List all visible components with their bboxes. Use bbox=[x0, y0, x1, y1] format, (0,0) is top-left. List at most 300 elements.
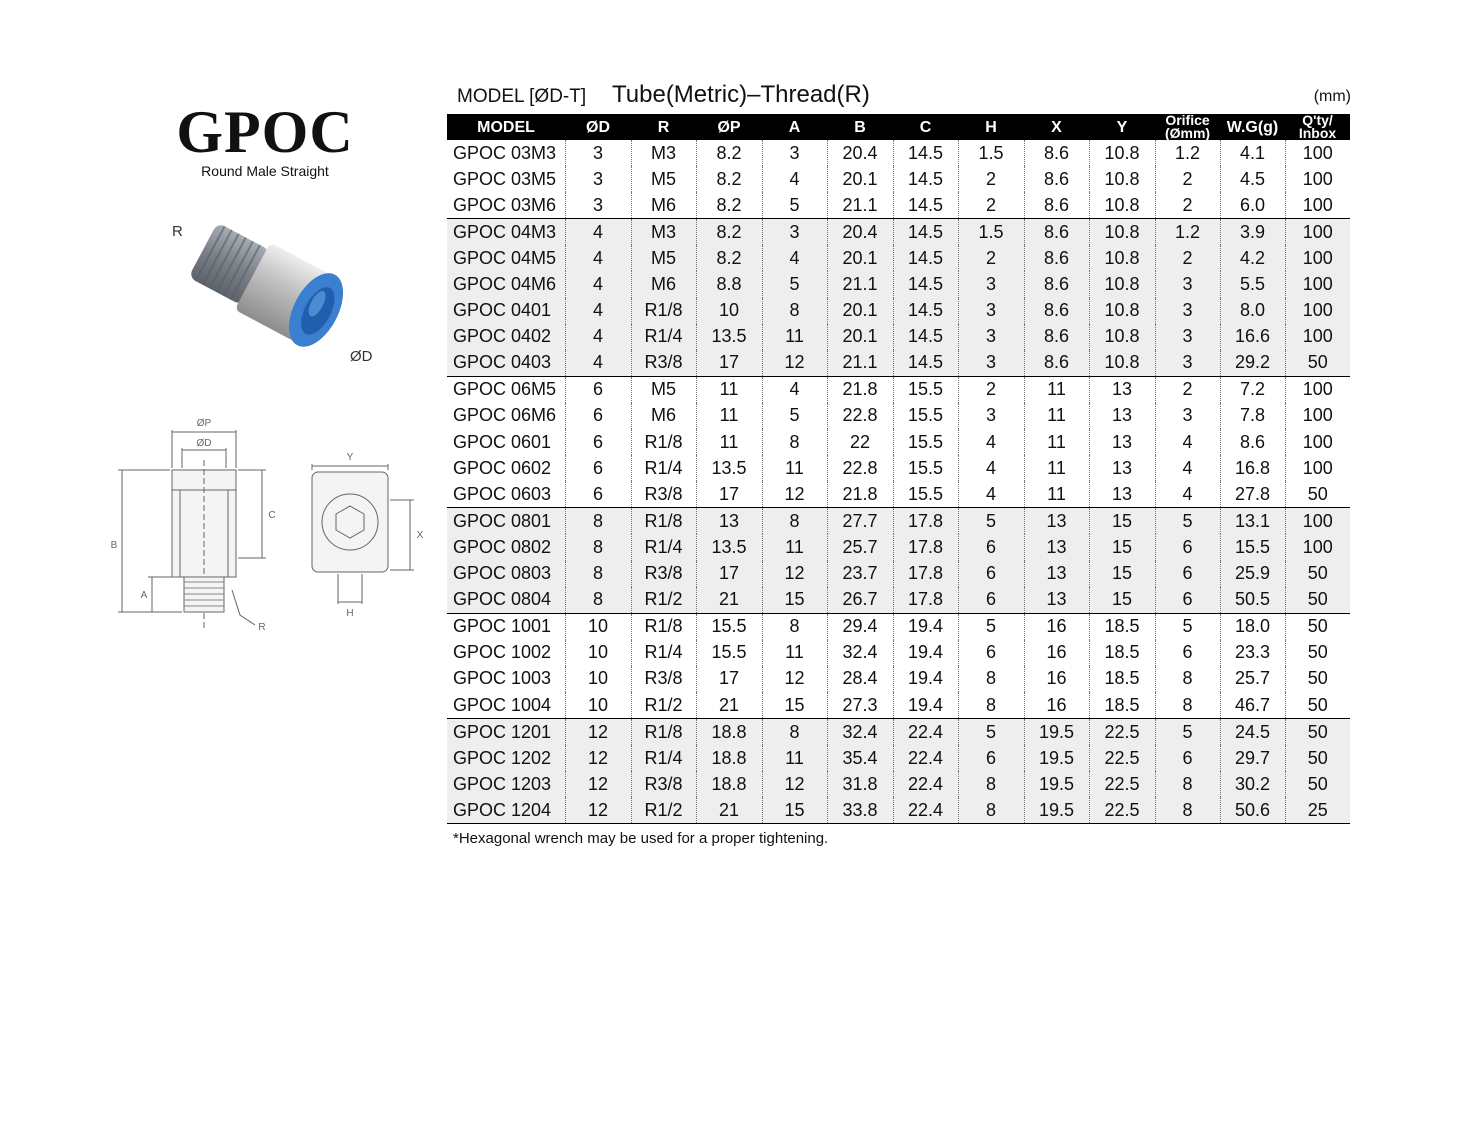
cell-r: M6 bbox=[631, 271, 696, 297]
cell-od: 8 bbox=[565, 534, 631, 560]
col-header-x: X bbox=[1024, 114, 1089, 140]
table-row bbox=[447, 455, 1350, 481]
cell-op: 18.8 bbox=[696, 719, 762, 746]
cell-model: GPOC 03M6 bbox=[453, 194, 557, 215]
col-header-y: Y bbox=[1089, 114, 1155, 140]
cell-op: 15.5 bbox=[696, 613, 762, 640]
cell-orifice: 1.2 bbox=[1155, 140, 1220, 166]
cell-orifice: 6 bbox=[1155, 640, 1220, 666]
cell-model: GPOC 1001 bbox=[447, 613, 565, 640]
cell-qty: 100 bbox=[1285, 192, 1350, 219]
cell-od: 12 bbox=[565, 719, 631, 746]
cell-y: 10.8 bbox=[1089, 324, 1155, 350]
cell-x: 8.6 bbox=[1024, 166, 1089, 192]
cell-r: R1/2 bbox=[631, 692, 696, 719]
spec-table bbox=[447, 114, 1350, 824]
product-brand: GPOC bbox=[176, 99, 354, 165]
cell-orifice: 5 bbox=[1155, 719, 1220, 746]
cell-c: 17.8 bbox=[893, 508, 958, 535]
cell-model: GPOC 0603 bbox=[453, 483, 552, 504]
cell-h: 3 bbox=[958, 271, 1024, 297]
table-row bbox=[447, 587, 1350, 614]
cell-qty: 100 bbox=[1285, 219, 1350, 246]
cell-weight: 18.0 bbox=[1220, 613, 1285, 640]
cell-h: 3 bbox=[958, 350, 1024, 377]
cell-h: 3 bbox=[958, 324, 1024, 350]
cell-b: 22.8 bbox=[827, 455, 893, 481]
cell-x: 13 bbox=[1024, 561, 1089, 587]
cell-c: 14.5 bbox=[893, 192, 958, 219]
table-row bbox=[447, 534, 1350, 560]
col-header-b: B bbox=[827, 114, 893, 140]
cell-y: 10.8 bbox=[1089, 140, 1155, 166]
cell-x: 8.6 bbox=[1024, 350, 1089, 377]
cell-op: 8.2 bbox=[696, 192, 762, 219]
model-label: MODEL [ØD-T] bbox=[457, 86, 587, 107]
cell-h: 8 bbox=[958, 692, 1024, 719]
cell-y: 10.8 bbox=[1089, 192, 1155, 219]
cell-r: M5 bbox=[631, 245, 696, 271]
cell-y: 13 bbox=[1089, 481, 1155, 508]
cell-b: 20.1 bbox=[827, 166, 893, 192]
cell-op: 8.2 bbox=[696, 166, 762, 192]
cell-y: 18.5 bbox=[1089, 692, 1155, 719]
cell-od: 8 bbox=[565, 508, 631, 535]
cell-op: 8.2 bbox=[696, 219, 762, 246]
cell-od: 10 bbox=[565, 613, 631, 640]
table-row bbox=[447, 166, 1350, 192]
cell-h: 6 bbox=[958, 587, 1024, 614]
cell-weight: 50.5 bbox=[1220, 587, 1285, 614]
dim-label-b: B bbox=[110, 540, 118, 551]
cell-c: 15.5 bbox=[893, 403, 958, 429]
cell-weight: 4.1 bbox=[1220, 140, 1285, 166]
cell-model: GPOC 1204 bbox=[447, 797, 565, 824]
cell-b: 20.4 bbox=[827, 140, 893, 166]
cell-a: 4 bbox=[762, 245, 827, 271]
col-header-r: R bbox=[631, 114, 696, 140]
cell-orifice: 3 bbox=[1155, 298, 1220, 324]
cell-qty: 100 bbox=[1285, 140, 1350, 166]
cell-y: 13 bbox=[1089, 403, 1155, 429]
dim-label-c: C bbox=[268, 510, 276, 521]
cell-weight: 5.5 bbox=[1220, 271, 1285, 297]
table-row bbox=[447, 271, 1350, 297]
cell-h: 2 bbox=[958, 376, 1024, 403]
cell-b: 23.7 bbox=[827, 561, 893, 587]
cell-model: GPOC 04M3 bbox=[447, 219, 565, 246]
cell-weight: 16.6 bbox=[1220, 324, 1285, 350]
cell-b: 29.4 bbox=[827, 613, 893, 640]
cell-x: 19.5 bbox=[1024, 797, 1089, 824]
cell-od: 6 bbox=[565, 455, 631, 481]
cell-orifice: 6 bbox=[1155, 561, 1220, 587]
cell-model: GPOC 0602 bbox=[453, 457, 552, 478]
cell-c: 14.5 bbox=[893, 166, 958, 192]
cell-op: 11 bbox=[696, 376, 762, 403]
table-row bbox=[447, 561, 1350, 587]
product-subtitle: Round Male Straight bbox=[201, 163, 329, 179]
dim-label-h: H bbox=[346, 608, 354, 619]
cell-x: 19.5 bbox=[1024, 745, 1089, 771]
table-row bbox=[447, 140, 1350, 166]
table-row bbox=[447, 298, 1350, 324]
cell-x: 8.6 bbox=[1024, 219, 1089, 246]
cell-x: 16 bbox=[1024, 640, 1089, 666]
cell-qty: 100 bbox=[1285, 429, 1350, 455]
dim-label-op: ØP bbox=[196, 418, 212, 429]
cell-od: 10 bbox=[565, 666, 631, 692]
col-header-od: ØD bbox=[565, 114, 631, 140]
cell-op: 8.8 bbox=[696, 271, 762, 297]
cell-a: 8 bbox=[762, 613, 827, 640]
cell-y: 10.8 bbox=[1089, 271, 1155, 297]
cell-weight: 29.7 bbox=[1220, 745, 1285, 771]
cell-a: 12 bbox=[762, 481, 827, 508]
cell-h: 6 bbox=[958, 745, 1024, 771]
cell-c: 14.5 bbox=[893, 219, 958, 246]
fitting-photo-illustration bbox=[170, 210, 370, 380]
cell-h: 2 bbox=[958, 245, 1024, 271]
cell-a: 8 bbox=[762, 298, 827, 324]
cell-c: 15.5 bbox=[893, 455, 958, 481]
cell-r: R1/4 bbox=[631, 324, 696, 350]
cell-weight: 30.2 bbox=[1220, 771, 1285, 797]
cell-c: 14.5 bbox=[893, 298, 958, 324]
cell-y: 18.5 bbox=[1089, 666, 1155, 692]
cell-od: 4 bbox=[565, 245, 631, 271]
cell-y: 22.5 bbox=[1089, 797, 1155, 824]
cell-qty: 50 bbox=[1285, 692, 1350, 719]
cell-y: 22.5 bbox=[1089, 745, 1155, 771]
cell-op: 10 bbox=[696, 298, 762, 324]
table-row bbox=[447, 219, 1350, 246]
cell-weight: 25.9 bbox=[1220, 561, 1285, 587]
cell-op: 17 bbox=[696, 350, 762, 377]
cell-c: 15.5 bbox=[893, 429, 958, 455]
cell-a: 15 bbox=[762, 797, 827, 824]
cell-weight: 29.2 bbox=[1220, 350, 1285, 377]
cell-h: 2 bbox=[958, 192, 1024, 219]
cell-orifice: 5 bbox=[1155, 508, 1220, 535]
cell-c: 17.8 bbox=[893, 534, 958, 560]
cell-orifice: 2 bbox=[1155, 192, 1220, 219]
cell-weight: 8.0 bbox=[1220, 298, 1285, 324]
cell-a: 12 bbox=[762, 666, 827, 692]
table-row bbox=[447, 376, 1350, 403]
cell-c: 22.4 bbox=[893, 719, 958, 746]
cell-x: 16 bbox=[1024, 666, 1089, 692]
cell-r: R3/8 bbox=[631, 561, 696, 587]
cell-qty: 50 bbox=[1285, 640, 1350, 666]
cell-b: 32.4 bbox=[827, 640, 893, 666]
cell-weight: 6.0 bbox=[1220, 192, 1285, 219]
product-panel bbox=[100, 100, 430, 640]
cell-a: 11 bbox=[762, 324, 827, 350]
cell-orifice: 2 bbox=[1155, 376, 1220, 403]
cell-b: 21.8 bbox=[827, 481, 893, 508]
cell-h: 1.5 bbox=[958, 219, 1024, 246]
table-row bbox=[447, 640, 1350, 666]
cell-model: GPOC 03M3 bbox=[453, 142, 557, 163]
table-row bbox=[447, 403, 1350, 429]
cell-y: 13 bbox=[1089, 455, 1155, 481]
cell-h: 3 bbox=[958, 403, 1024, 429]
cell-a: 4 bbox=[762, 166, 827, 192]
cell-a: 5 bbox=[762, 192, 827, 219]
cell-r: R1/8 bbox=[631, 429, 696, 455]
cell-op: 17 bbox=[696, 481, 762, 508]
cell-r: R1/8 bbox=[631, 298, 696, 324]
cell-orifice: 6 bbox=[1155, 587, 1220, 614]
cell-orifice: 4 bbox=[1155, 481, 1220, 508]
technical-drawings bbox=[100, 400, 430, 640]
cell-op: 11 bbox=[696, 429, 762, 455]
dimension-drawing bbox=[100, 400, 430, 640]
cell-h: 6 bbox=[958, 534, 1024, 560]
cell-h: 8 bbox=[958, 771, 1024, 797]
cell-c: 22.4 bbox=[893, 745, 958, 771]
table-row bbox=[447, 508, 1350, 535]
cell-od: 3 bbox=[565, 166, 631, 192]
cell-qty: 100 bbox=[1285, 166, 1350, 192]
cell-qty: 50 bbox=[1285, 745, 1350, 771]
cell-x: 19.5 bbox=[1024, 771, 1089, 797]
cell-op: 13.5 bbox=[696, 534, 762, 560]
thread-label: R bbox=[172, 223, 183, 240]
cell-a: 5 bbox=[762, 271, 827, 297]
cell-op: 11 bbox=[696, 403, 762, 429]
cell-h: 4 bbox=[958, 455, 1024, 481]
orifice-label-line2: (Ømm) bbox=[1164, 125, 1211, 141]
cell-x: 16 bbox=[1024, 692, 1089, 719]
cell-r: R1/8 bbox=[631, 719, 696, 746]
cell-a: 15 bbox=[762, 587, 827, 614]
cell-od: 4 bbox=[565, 271, 631, 297]
cell-a: 15 bbox=[762, 692, 827, 719]
table-row bbox=[447, 797, 1350, 824]
cell-a: 3 bbox=[762, 140, 827, 166]
cell-b: 28.4 bbox=[827, 666, 893, 692]
cell-y: 18.5 bbox=[1089, 613, 1155, 640]
cell-r: R3/8 bbox=[631, 771, 696, 797]
cell-qty: 100 bbox=[1285, 324, 1350, 350]
cell-c: 14.5 bbox=[893, 324, 958, 350]
cell-a: 4 bbox=[762, 376, 827, 403]
cell-b: 31.8 bbox=[827, 771, 893, 797]
dim-label-a: A bbox=[140, 590, 148, 601]
cell-weight: 25.7 bbox=[1220, 666, 1285, 692]
cell-od: 8 bbox=[565, 561, 631, 587]
cell-h: 3 bbox=[958, 298, 1024, 324]
cell-r: R1/4 bbox=[631, 455, 696, 481]
cell-a: 11 bbox=[762, 534, 827, 560]
cell-qty: 100 bbox=[1285, 376, 1350, 403]
cell-h: 2 bbox=[958, 166, 1024, 192]
cell-c: 15.5 bbox=[893, 481, 958, 508]
cell-qty: 100 bbox=[1285, 534, 1350, 560]
cell-c: 14.5 bbox=[893, 245, 958, 271]
cell-orifice: 8 bbox=[1155, 692, 1220, 719]
diameter-label: ØD bbox=[350, 348, 373, 365]
table-row bbox=[447, 429, 1350, 455]
cell-r: M6 bbox=[631, 403, 696, 429]
cell-c: 17.8 bbox=[893, 587, 958, 614]
cell-y: 10.8 bbox=[1089, 245, 1155, 271]
cell-h: 5 bbox=[958, 719, 1024, 746]
cell-b: 20.4 bbox=[827, 219, 893, 246]
cell-a: 12 bbox=[762, 771, 827, 797]
cell-b: 21.1 bbox=[827, 271, 893, 297]
cell-orifice: 1.2 bbox=[1155, 219, 1220, 246]
cell-r: R1/4 bbox=[631, 745, 696, 771]
cell-b: 27.3 bbox=[827, 692, 893, 719]
cell-model: GPOC 04M6 bbox=[447, 271, 565, 297]
cell-x: 8.6 bbox=[1024, 324, 1089, 350]
table-row bbox=[447, 350, 1350, 377]
cell-qty: 50 bbox=[1285, 666, 1350, 692]
cell-od: 10 bbox=[565, 692, 631, 719]
cell-orifice: 4 bbox=[1155, 429, 1220, 455]
cell-x: 8.6 bbox=[1024, 298, 1089, 324]
cell-qty: 100 bbox=[1285, 508, 1350, 535]
cell-a: 11 bbox=[762, 745, 827, 771]
cell-r: R1/2 bbox=[631, 797, 696, 824]
cell-h: 6 bbox=[958, 561, 1024, 587]
cell-orifice: 4 bbox=[1155, 455, 1220, 481]
cell-h: 5 bbox=[958, 613, 1024, 640]
cell-model: GPOC 0802 bbox=[447, 534, 565, 560]
cell-b: 21.8 bbox=[827, 376, 893, 403]
cell-h: 8 bbox=[958, 666, 1024, 692]
cell-orifice: 8 bbox=[1155, 771, 1220, 797]
cell-op: 18.8 bbox=[696, 771, 762, 797]
cell-qty: 50 bbox=[1285, 719, 1350, 746]
cell-orifice: 6 bbox=[1155, 534, 1220, 560]
cell-c: 22.4 bbox=[893, 771, 958, 797]
cell-model: GPOC 0804 bbox=[447, 587, 565, 614]
cell-h: 1.5 bbox=[958, 140, 1024, 166]
cell-qty: 100 bbox=[1285, 298, 1350, 324]
cell-b: 20.1 bbox=[827, 298, 893, 324]
cell-a: 12 bbox=[762, 561, 827, 587]
product-photo bbox=[170, 210, 370, 380]
cell-x: 13 bbox=[1024, 534, 1089, 560]
cell-a: 5 bbox=[762, 403, 827, 429]
cell-qty: 50 bbox=[1285, 771, 1350, 797]
cell-r: M3 bbox=[631, 140, 696, 166]
table-row bbox=[447, 692, 1350, 719]
cell-weight: 27.8 bbox=[1220, 481, 1285, 508]
cell-x: 13 bbox=[1024, 508, 1089, 535]
cell-weight: 3.9 bbox=[1220, 219, 1285, 246]
cell-qty: 100 bbox=[1285, 403, 1350, 429]
cell-weight: 13.1 bbox=[1220, 508, 1285, 535]
cell-op: 13 bbox=[696, 508, 762, 535]
cell-orifice: 3 bbox=[1155, 350, 1220, 377]
cell-op: 13.5 bbox=[696, 324, 762, 350]
cell-qty: 100 bbox=[1285, 245, 1350, 271]
cell-model: GPOC 03M5 bbox=[453, 168, 557, 189]
cell-orifice: 3 bbox=[1155, 271, 1220, 297]
cell-op: 15.5 bbox=[696, 640, 762, 666]
cell-od: 6 bbox=[565, 376, 631, 403]
cell-y: 15 bbox=[1089, 587, 1155, 614]
cell-od: 10 bbox=[565, 640, 631, 666]
cell-model: GPOC 0403 bbox=[447, 350, 565, 377]
cell-od: 4 bbox=[565, 219, 631, 246]
cell-b: 22.8 bbox=[827, 403, 893, 429]
cell-x: 11 bbox=[1024, 455, 1089, 481]
cell-c: 14.5 bbox=[893, 350, 958, 377]
cell-op: 13.5 bbox=[696, 455, 762, 481]
cell-a: 8 bbox=[762, 508, 827, 535]
cell-op: 8.2 bbox=[696, 245, 762, 271]
table-row bbox=[447, 745, 1350, 771]
cell-c: 17.8 bbox=[893, 561, 958, 587]
cell-c: 15.5 bbox=[893, 376, 958, 403]
cell-r: M6 bbox=[631, 192, 696, 219]
cell-y: 13 bbox=[1089, 376, 1155, 403]
cell-h: 5 bbox=[958, 508, 1024, 535]
cell-c: 19.4 bbox=[893, 666, 958, 692]
spec-panel bbox=[447, 78, 1353, 847]
cell-model: GPOC 1203 bbox=[447, 771, 565, 797]
cell-r: M5 bbox=[631, 166, 696, 192]
cell-h: 8 bbox=[958, 797, 1024, 824]
cell-b: 26.7 bbox=[827, 587, 893, 614]
table-row bbox=[447, 245, 1350, 271]
table-row bbox=[447, 771, 1350, 797]
cell-model: GPOC 06M5 bbox=[447, 376, 565, 403]
cell-h: 6 bbox=[958, 640, 1024, 666]
col-header-qty bbox=[1285, 114, 1350, 140]
cell-y: 10.8 bbox=[1089, 298, 1155, 324]
qty-label-line1: Q'ty/ bbox=[1302, 112, 1333, 128]
cell-a: 3 bbox=[762, 219, 827, 246]
cell-c: 19.4 bbox=[893, 692, 958, 719]
cell-h: 4 bbox=[958, 429, 1024, 455]
cell-weight: 4.5 bbox=[1220, 166, 1285, 192]
cell-r: R1/4 bbox=[631, 534, 696, 560]
cell-weight: 16.8 bbox=[1220, 455, 1285, 481]
cell-od: 6 bbox=[565, 429, 631, 455]
cell-op: 17 bbox=[696, 561, 762, 587]
cell-od: 12 bbox=[565, 797, 631, 824]
cell-c: 19.4 bbox=[893, 613, 958, 640]
spec-table-header-row bbox=[447, 114, 1350, 140]
cell-h: 4 bbox=[958, 481, 1024, 508]
cell-a: 8 bbox=[762, 429, 827, 455]
cell-od: 6 bbox=[565, 481, 631, 508]
cell-b: 20.1 bbox=[827, 324, 893, 350]
cell-od: 8 bbox=[565, 587, 631, 614]
table-row bbox=[447, 719, 1350, 746]
unit-label: (mm) bbox=[1313, 88, 1351, 105]
cell-r: M3 bbox=[631, 219, 696, 246]
cell-model: GPOC 0401 bbox=[447, 298, 565, 324]
cell-model: GPOC 1201 bbox=[447, 719, 565, 746]
cell-model: GPOC 06M6 bbox=[453, 405, 557, 426]
cell-op: 17 bbox=[696, 666, 762, 692]
cell-b: 21.1 bbox=[827, 192, 893, 219]
cell-r: M5 bbox=[631, 376, 696, 403]
cell-model: GPOC 1002 bbox=[453, 642, 552, 663]
cell-model: GPOC 1004 bbox=[453, 694, 552, 715]
cell-model: GPOC 0402 bbox=[447, 324, 565, 350]
cell-weight: 23.3 bbox=[1220, 640, 1285, 666]
cell-od: 4 bbox=[565, 324, 631, 350]
